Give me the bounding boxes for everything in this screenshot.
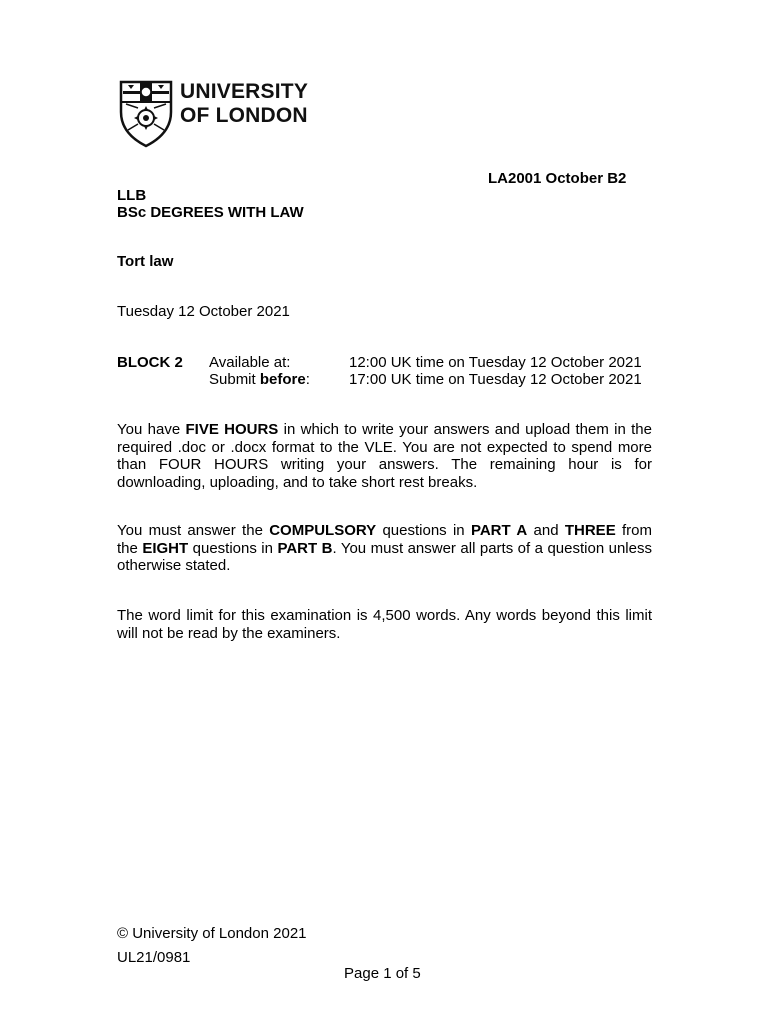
available-value: 12:00 UK time on Tuesday 12 October 2021 [349,354,642,371]
instructions-word-limit: The word limit for this examination is 4,500 words. Any words beyond this limit will not be read by the examiners. [117,607,652,642]
exam-date: Tuesday 12 October 2021 [117,303,290,320]
document-ref: UL21/0981 [117,949,191,966]
subject-title: Tort law [117,253,174,270]
page-number: Page 1 of 5 [344,965,421,982]
logo-line-1: UNIVERSITY [180,80,309,103]
instructions-time: You have FIVE HOURS in which to write your answers and upload them in the required .doc or .docx format to the VLE. You are not expected to spend more than FOUR HOURS writing your answers. The remaining hour is for downloading, uploading, and to take short rest breaks. [117,421,652,491]
submit-value: 17:00 UK time on Tuesday 12 October 2021 [349,371,642,388]
submit-label: Submit before: [209,371,310,388]
university-wordmark [180,80,308,128]
logo-line-2: OF LONDON [180,104,308,127]
degree-llb: LLB [117,187,147,204]
university-crest-icon [118,80,174,148]
copyright: © University of London 2021 [117,925,307,942]
instructions-questions: You must answer the COMPULSORY questions in PART A and THREE from the EIGHT questions in PART B. You must answer all parts of a question unless otherwise stated. [117,522,652,574]
exam-code: LA2001 October B2 [488,170,627,187]
block-label: BLOCK 2 [117,354,183,371]
available-label: Available at: [209,354,291,371]
university-logo [118,80,323,148]
degree-bsc: BSc DEGREES WITH LAW [117,204,304,221]
